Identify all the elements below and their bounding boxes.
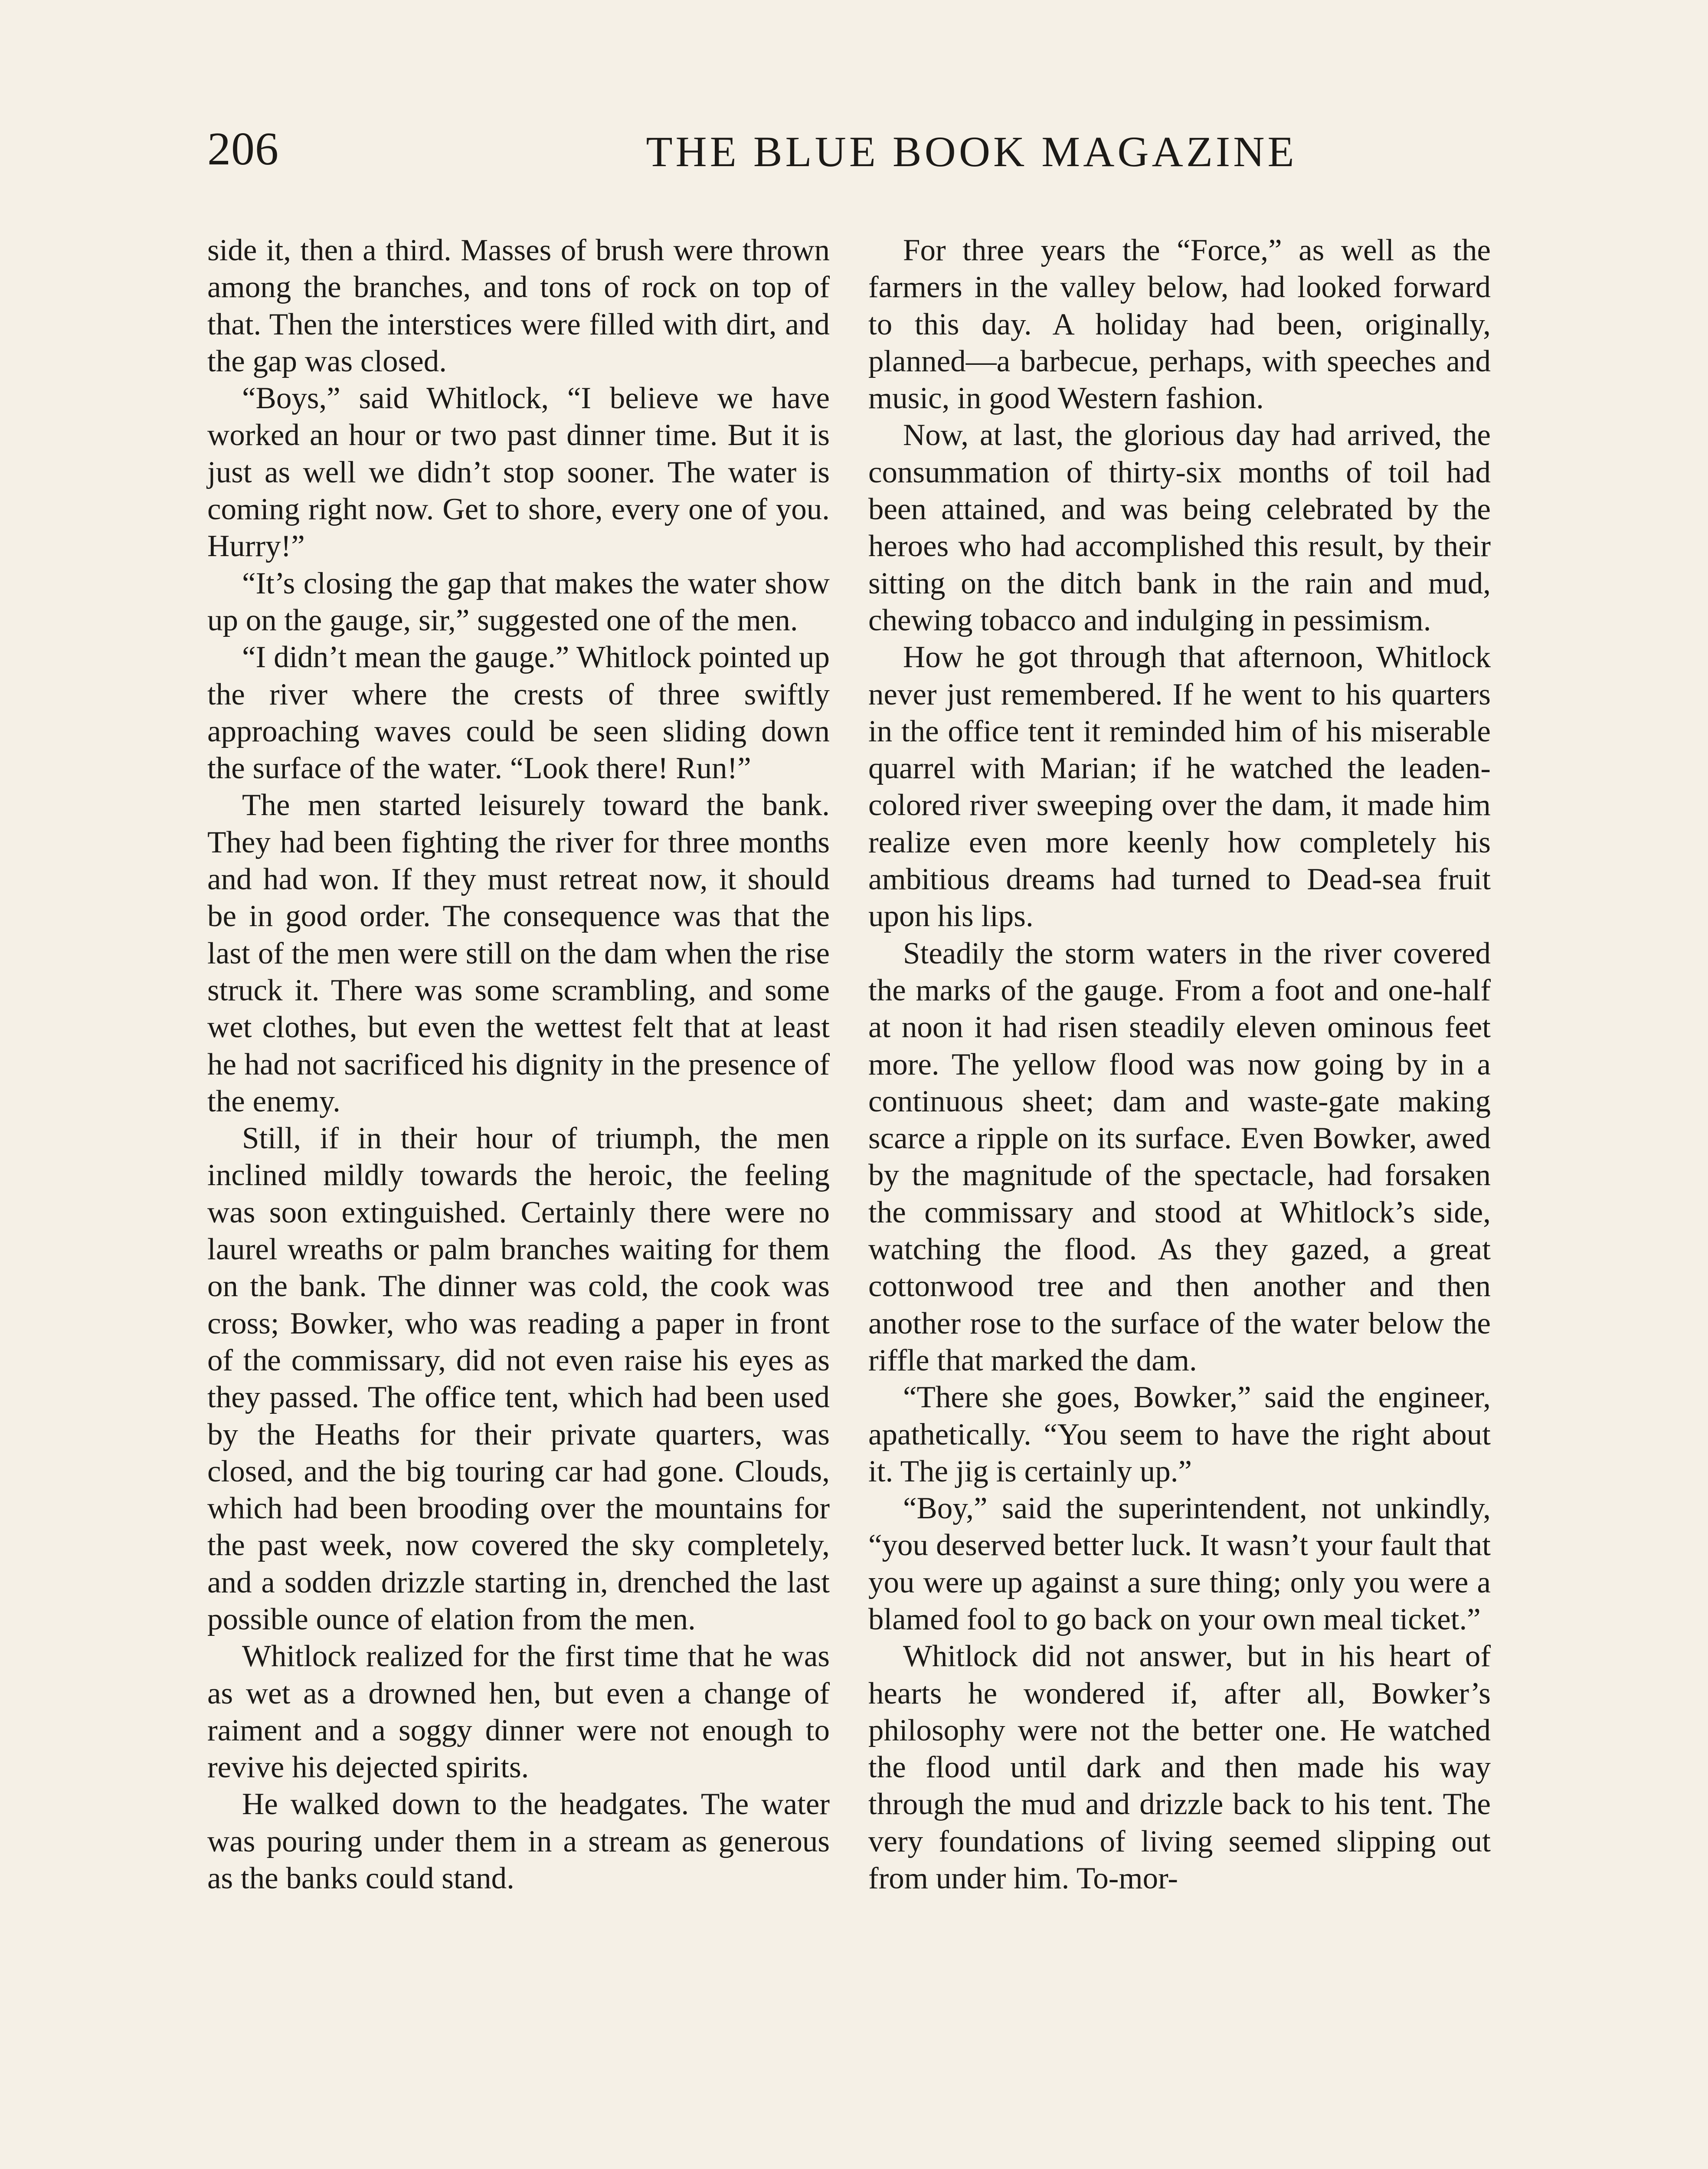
paragraph: “Boy,” said the superintendent, not unkindly, “you deserved better luck. It wasn’t your fault that you were up against a sure thing; only you were a blamed fool to go back on your own meal ticket.” bbox=[868, 1491, 1491, 1636]
paragraph: Whitlock realized for the first time that he was as wet as a drowned hen, but even a change of raiment and a soggy dinner were not enough to revive his dejected spirits. bbox=[207, 1639, 830, 1785]
paragraph: Steadily the storm waters in the river covered the marks of the gauge. From a foot and one-half at noon it had risen steadily eleven ominous feet more. The yellow flood was now going by in a continuous sheet; dam and waste-gate making scarce a ripple on its surface. Even Bowker, awed by the magnitude of the spectacle, had forsaken the commissary and stood at Whitlock’s side, watching the flood. As they gazed, a great cottonwood tree and then another and then another rose to the surface of the water below the riffle that marked the dam. bbox=[868, 936, 1491, 1377]
paragraph: Still, if in their hour of triumph, the men inclined mildly towards the heroic, the feeling was soon extinguished. Certainly there were no laurel wreaths or palm branches waiting for them on the bank. The dinner was cold, the cook was cross; Bowker, who was reading a paper in front of the commissary, did not even raise his eyes as they passed. The office tent, which had been used by the Heaths for their private quarters, was closed, and the big touring car had gone. Clouds, which had been brooding over the mountains for the past week, now covered the sky completely, and a sodden drizzle starting in, drenched the last possible ounce of elation from the men. bbox=[207, 1121, 830, 1636]
paragraph: He walked down to the headgates. The water was pouring under them in a stream as generous as the banks could stand. bbox=[207, 1787, 830, 1896]
paragraph: For three years the “Force,” as well as the farmers in the valley below, had looked forward to this day. A holiday had been, originally, planned—a barbecue, perhaps, with speeches and music, in good Western fashion. bbox=[868, 233, 1491, 416]
paragraph: “Boys,” said Whitlock, “I believe we have worked an hour or two past dinner time. But it is just as well we didn’t stop sooner. The water is coming right now. Get to shore, every one of you. Hurry!” bbox=[207, 381, 830, 564]
left-column bbox=[207, 232, 830, 1897]
page-number: 206 bbox=[207, 123, 279, 175]
right-column bbox=[868, 232, 1491, 1897]
paragraph: “There she goes, Bowker,” said the engineer, apathetically. “You seem to have the right about it. The jig is certainly up.” bbox=[868, 1380, 1491, 1488]
magazine-title: THE BLUE BOOK MAGAZINE bbox=[646, 128, 1297, 176]
paragraph: The men started leisurely toward the bank. They had been fighting the river for three months and had won. If they must retreat now, it should be in good order. The consequence was that the last of the men were still on the dam when the rise struck it. There was some scrambling, and some wet clothes, but even the wettest felt that at least he had not sacrificed his dignity in the presence of the enemy. bbox=[207, 788, 830, 1118]
paragraph: “It’s closing the gap that makes the water show up on the gauge, sir,” suggested one of the men. bbox=[207, 566, 830, 637]
paragraph: How he got through that afternoon, Whitlock never just remembered. If he went to his quarters in the office tent it reminded him of his miserable quarrel with Marian; if he watched the leaden-colored river sweeping over the dam, it made him realize even more keenly how completely his ambitious dreams had turned to Dead-sea fruit upon his lips. bbox=[868, 640, 1491, 934]
paragraph: Now, at last, the glorious day had arrived, the consummation of thirty-six months of toil had been attained, and was being celebrated by the heroes who had accomplished this result, by their sitting on the ditch bank in the rain and mud, chewing tobacco and indulging in pessimism. bbox=[868, 418, 1491, 637]
paragraph: side it, then a third. Masses of brush were thrown among the branches, and tons of rock on top of that. Then the interstices were filled with dirt, and the gap was closed. bbox=[207, 233, 830, 378]
paragraph: “I didn’t mean the gauge.” Whitlock pointed up the river where the crests of three swiftly approaching waves could be seen sliding down the surface of the water. “Look there! Run!” bbox=[207, 640, 830, 786]
paragraph: Whitlock did not answer, but in his heart of hearts he wondered if, after all, Bowker’s philosophy were not the better one. He watched the flood until dark and then made his way through the mud and drizzle back to his tent. The very foundations of living seemed slipping out from under him. To-mor- bbox=[868, 1639, 1491, 1896]
